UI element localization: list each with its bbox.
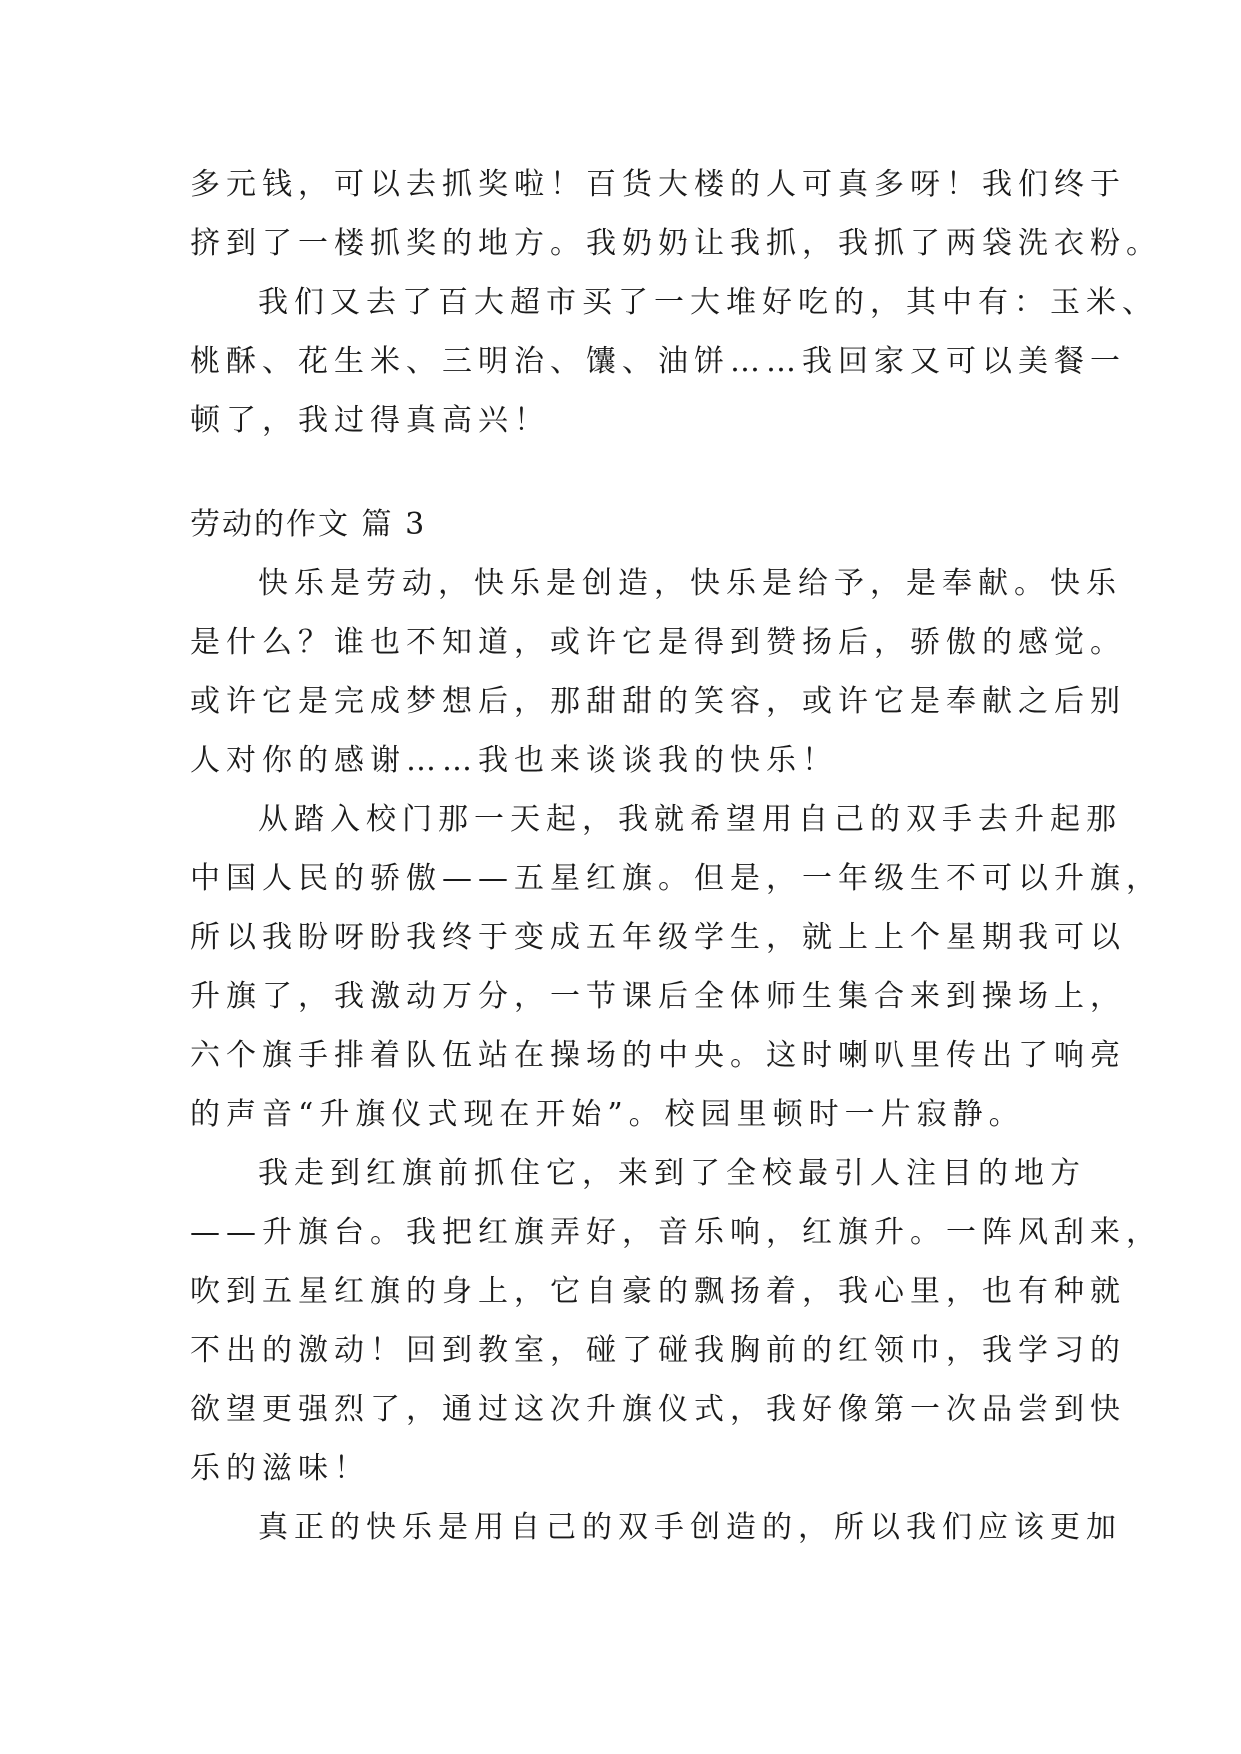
text-line: 六个旗手排着队伍站在操场的中央。这时喇叭里传出了响亮 [190, 1038, 1126, 1073]
text-line: 中国人民的骄傲——五星红旗。但是，一年级生不可以升旗， [190, 861, 1162, 896]
text-line: 人对你的感谢……我也来谈谈我的快乐！ [190, 743, 838, 778]
paragraph-5 [190, 1144, 1162, 1498]
paragraph-2 [190, 273, 1158, 450]
text-line: 我们又去了百大超市买了一大堆好吃的，其中有：玉米、 [258, 285, 1158, 320]
paragraph-4 [190, 790, 1162, 1144]
paragraph-6 [190, 1498, 1122, 1557]
text-line: 所以我盼呀盼我终于变成五年级学生，就上上个星期我可以 [190, 920, 1126, 955]
text-line: 是什么？谁也不知道，或许它是得到赞扬后，骄傲的感觉。 [190, 625, 1126, 660]
paragraph-1 [190, 155, 1162, 273]
text-line: 挤到了一楼抓奖的地方。我奶奶让我抓，我抓了两袋洗衣粉。 [190, 226, 1162, 261]
text-line: 升旗了，我激动万分，一节课后全体师生集合来到操场上， [190, 979, 1126, 1014]
section-heading: 劳动的作文 篇 3 [190, 507, 427, 542]
text-line: 从踏入校门那一天起，我就希望用自己的双手去升起那 [258, 802, 1122, 837]
text-line: 真正的快乐是用自己的双手创造的，所以我们应该更加 [258, 1510, 1122, 1545]
text-line: 我走到红旗前抓住它，来到了全校最引人注目的地方 [258, 1156, 1086, 1191]
text-line: 桃酥、花生米、三明治、馕、油饼……我回家又可以美餐一 [190, 344, 1126, 379]
text-line: 不出的激动！回到教室，碰了碰我胸前的红领巾，我学习的 [190, 1333, 1126, 1368]
section-gap [190, 450, 1070, 495]
text-line: 的声音“升旗仪式现在开始”。校园里顿时一片寂静。 [190, 1097, 1025, 1132]
text-line: 快乐是劳动，快乐是创造，快乐是给予，是奉献。快乐 [258, 566, 1122, 601]
text-line: 顿了，我过得真高兴！ [190, 403, 550, 438]
text-line: ——升旗台。我把红旗弄好，音乐响，红旗升。一阵风刮来， [190, 1215, 1162, 1250]
text-line: 吹到五星红旗的身上，它自豪的飘扬着，我心里，也有种就 [190, 1274, 1126, 1309]
text-line: 欲望更强烈了，通过这次升旗仪式，我好像第一次品尝到快 [190, 1392, 1126, 1427]
text-line: 多元钱，可以去抓奖啦！百货大楼的人可真多呀！我们终于 [190, 167, 1126, 202]
paragraph-3 [190, 554, 1126, 790]
text-line: 乐的滋味！ [190, 1451, 370, 1486]
document-body [190, 155, 1162, 1557]
text-line: 或许它是完成梦想后，那甜甜的笑容，或许它是奉献之后别 [190, 684, 1126, 719]
